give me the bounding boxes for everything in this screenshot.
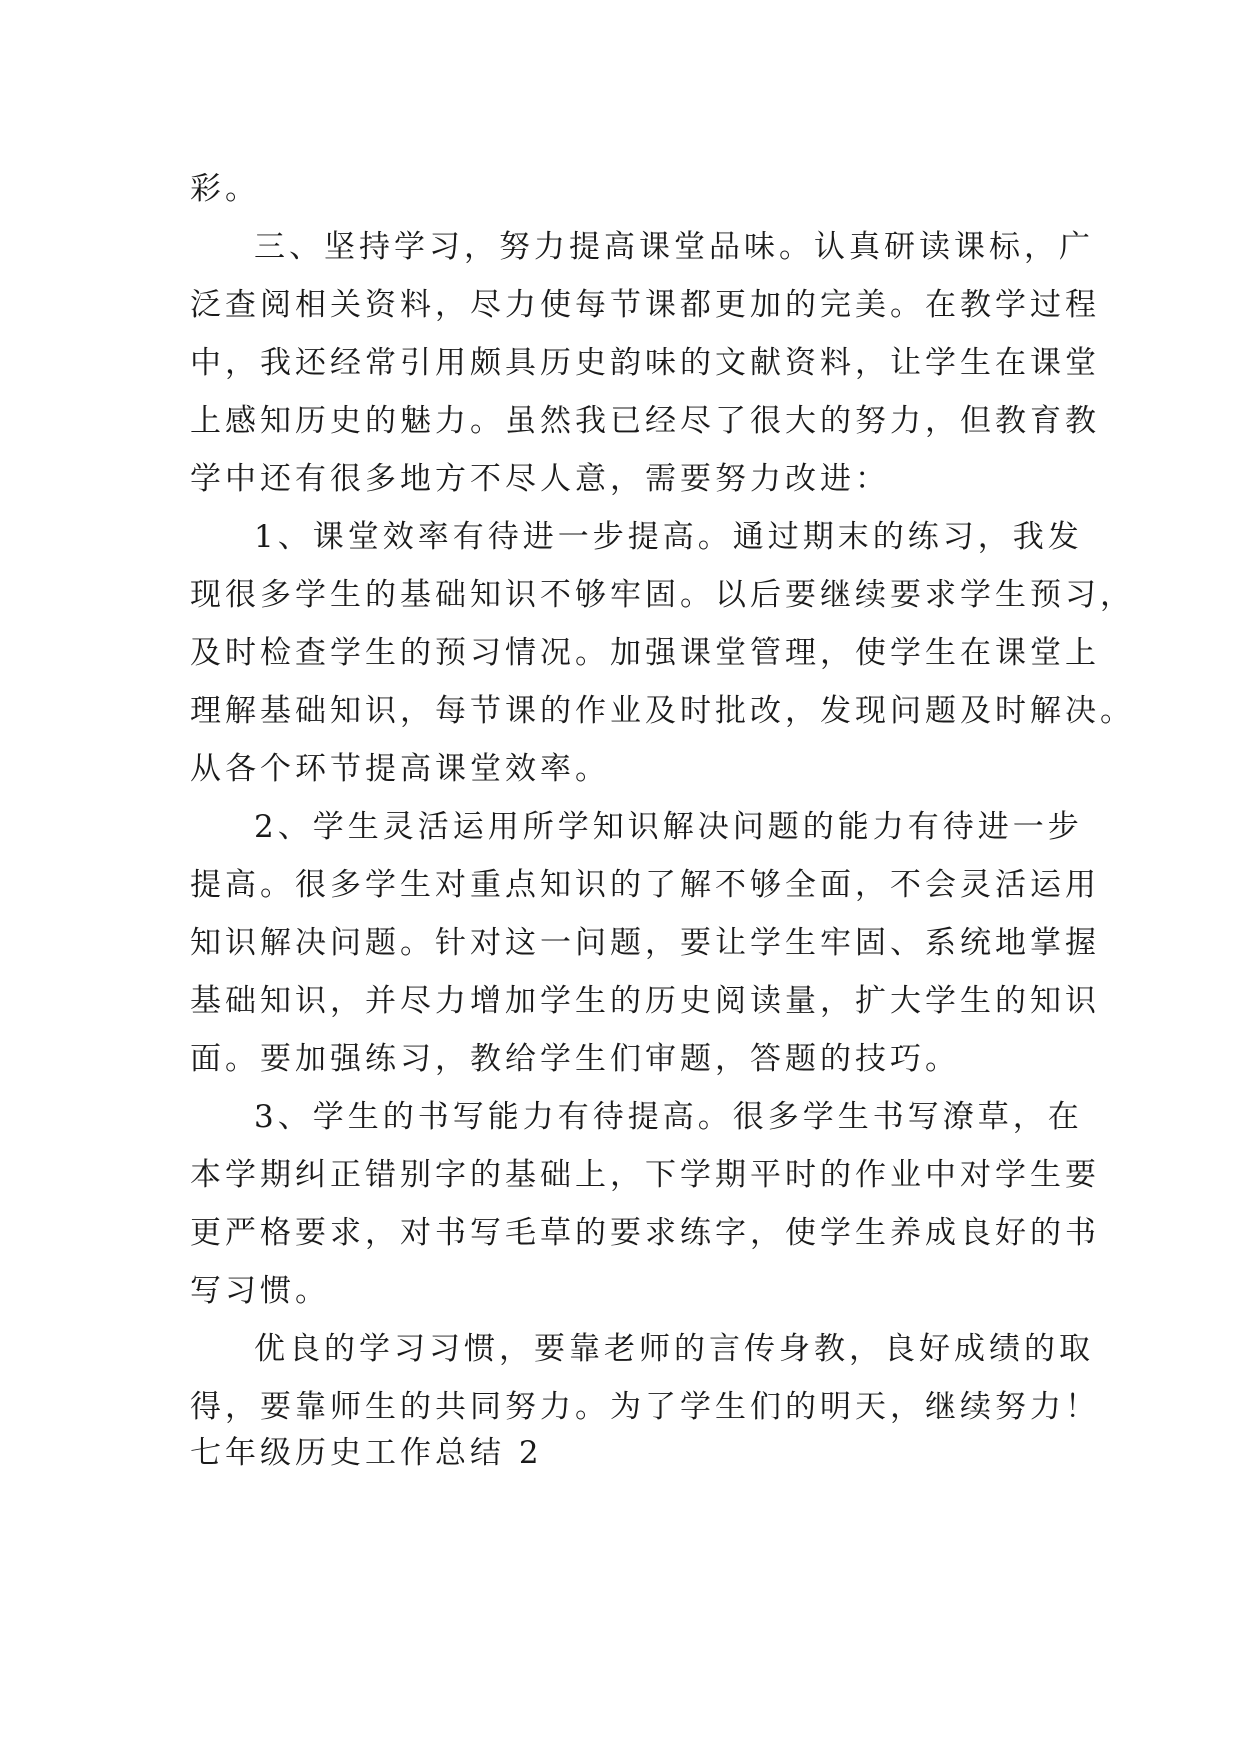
- text-line: 从各个环节提高课堂效率。: [190, 751, 610, 787]
- text-line: 理解基础知识，每节课的作业及时批改，发现问题及时解决。: [190, 693, 1135, 729]
- paragraph-item-2: [190, 798, 1100, 1088]
- text-line: 优良的学习习惯，要靠老师的言传身教，良好成绩的取: [254, 1331, 1094, 1367]
- text-line: 中，我还经常引用颇具历史韵味的文献资料，让学生在课堂: [190, 345, 1100, 381]
- text-line: 面。要加强练习，教给学生们审题，答题的技巧。: [190, 1041, 960, 1077]
- paragraph-continuation: [190, 160, 1050, 218]
- text-line: 上感知历史的魅力。虽然我已经尽了很大的努力，但教育教: [190, 403, 1100, 439]
- section-heading: 七年级历史工作总结 2: [190, 1435, 543, 1471]
- text-line: 泛查阅相关资料，尽力使每节课都更加的完美。在教学过程: [190, 287, 1100, 323]
- text-line: 知识解决问题。针对这一问题，要让学生牢固、系统地掌握: [190, 925, 1100, 961]
- text-line: 学中还有很多地方不尽人意，需要努力改进：: [190, 461, 890, 497]
- text-line: 得，要靠师生的共同努力。为了学生们的明天，继续努力！: [190, 1389, 1100, 1425]
- document-body: [190, 160, 1135, 1436]
- text-line: 2、学生灵活运用所学知识解决问题的能力有待进一步: [254, 809, 1083, 845]
- text-line: 三、坚持学习，努力提高课堂品味。认真研读课标，广: [254, 229, 1094, 265]
- paragraph-item-1: [190, 508, 1135, 798]
- paragraph-closing: [190, 1320, 1100, 1436]
- text-line: 及时检查学生的预习情况。加强课堂管理，使学生在课堂上: [190, 635, 1100, 671]
- text-line: 提高。很多学生对重点知识的了解不够全面，不会灵活运用: [190, 867, 1100, 903]
- text-line: 1、课堂效率有待进一步提高。通过期末的练习，我发: [254, 519, 1083, 555]
- text-line: 基础知识，并尽力增加学生的历史阅读量，扩大学生的知识: [190, 983, 1100, 1019]
- text-line: 3、学生的书写能力有待提高。很多学生书写潦草，在: [254, 1099, 1083, 1135]
- text-line: 更严格要求，对书写毛草的要求练字，使学生养成良好的书: [190, 1215, 1100, 1251]
- text-line: 彩。: [190, 171, 260, 207]
- text-line: 写习惯。: [190, 1273, 330, 1309]
- text-line: 现很多学生的基础知识不够牢固。以后要继续要求学生预习，: [190, 577, 1135, 613]
- paragraph-three: [190, 218, 1100, 508]
- paragraph-item-3: [190, 1088, 1100, 1320]
- text-line: 本学期纠正错别字的基础上，下学期平时的作业中对学生要: [190, 1157, 1100, 1193]
